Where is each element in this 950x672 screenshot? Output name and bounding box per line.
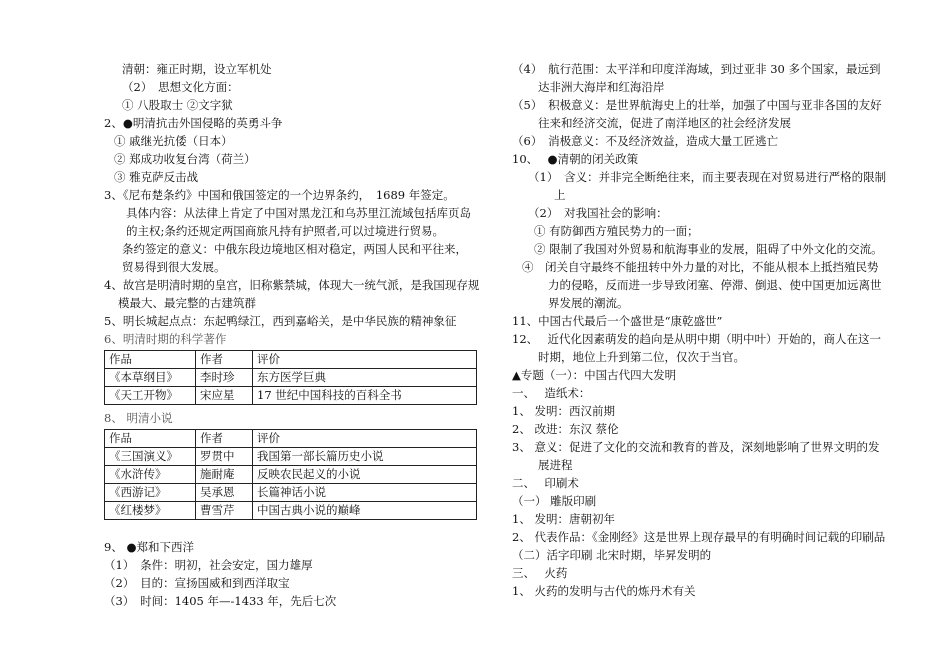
text-paragraph: （5） 积极意义：是世界航海史上的壮举，加强了中国与亚非各国的友好往来和经济交流，促进了南洋地区的社会经济发展 [512, 98, 882, 130]
text-paragraph: 具体内容：从法律上肯定了中国对黑龙江和乌苏里江流域包括库页岛的主权;条约还规定两国商旅凡持有护照者,可以过境进行贸易。 [126, 206, 471, 238]
table-row [105, 387, 477, 405]
table-cell: 曹雪芹 [196, 502, 253, 520]
table-header-cell: 作者 [196, 351, 253, 369]
table-cell: 长篇神话小说 [253, 484, 477, 502]
science-section-title: 6、明清时期的科学著作 [104, 332, 227, 346]
section-heading: 9、 ●郑和下西洋 [104, 540, 195, 554]
table-cell: 李时珍 [196, 369, 253, 387]
text-line: 一、 造纸术： [512, 386, 591, 400]
text-line: ① 戚继光抗倭（日本） [114, 134, 233, 148]
table-row [105, 466, 477, 484]
text-line: 三、 火药 [512, 566, 568, 580]
text-paragraph: ② 限制了我国对外贸易和航海事业的发展，阻碍了中外文化的交流。 [534, 242, 883, 256]
table-row [105, 448, 477, 466]
table-cell: 吴承恩 [196, 484, 253, 502]
science-table [104, 350, 477, 405]
section-heading: 10、 ●清朝的闭关政策 [512, 152, 639, 166]
table-cell: 《天工开物》 [105, 387, 196, 405]
text-paragraph: 条约签定的意义：中俄东段边境地区相对稳定，两国人民和平往来，贸易得到很大发展。 [122, 242, 467, 274]
text-paragraph: 12、 近代化因素萌发的趋向是从明中期（明中叶）开始的，商人在这一时期，地位上升到第二位，仅次于当官。 [512, 332, 882, 364]
text-line: （2） 目的：宣扬国威和到西洋取宝 [104, 576, 290, 590]
text-line: ③ 雅克萨反击战 [114, 170, 199, 184]
text-line: （二）活字印刷 北宋时期，毕昇发明的 [512, 548, 712, 562]
table-row [105, 502, 477, 520]
topic-heading: ▲专题（一）：中国古代四大发明 [512, 368, 677, 382]
table-row [105, 369, 477, 387]
table-header-row [105, 351, 477, 369]
table-cell: 《水浒传》 [105, 466, 196, 484]
text-paragraph: 2、 代表作品：《金刚经》这是世界上现存最早的有明确时间记载的印刷品 [512, 530, 886, 544]
table-header-cell: 作者 [196, 430, 253, 448]
text-line: （2） 思想文化方面： [122, 80, 239, 94]
text-line: ② 郑成功收复台湾（荷兰） [114, 152, 256, 166]
table-cell: 罗贯中 [196, 448, 253, 466]
table-header-cell: 评价 [253, 430, 477, 448]
table-cell: 施耐庵 [196, 466, 253, 484]
text-line: （6） 消极意义：不及经济效益，造成大量工匠逃亡 [512, 134, 779, 148]
left-column [104, 60, 480, 610]
right-column [512, 60, 887, 600]
table-cell: 17 世纪中国科技的百科全书 [253, 387, 477, 405]
table-row [105, 484, 477, 502]
text-paragraph: 3、 意义：促进了文化的交流和教育的普及，深刻地影响了世界文明的发展进程 [512, 440, 880, 472]
text-line: （一） 雕版印刷 [512, 494, 597, 508]
novel-table [104, 429, 477, 520]
text-line: 1、 火药的发明与古代的炼丹术有关 [512, 584, 696, 598]
table-header-cell: 作品 [105, 430, 196, 448]
table-cell: 《西游记》 [105, 484, 196, 502]
text-paragraph: （4） 航行范围：太平洋和印度洋海域，到过亚非 30 多个国家，最远到达非洲大海岸和红海沿岸 [512, 62, 881, 94]
text-line: 11、中国古代最后一个盛世是“康乾盛世” [512, 314, 723, 328]
table-cell: 《本草纲目》 [105, 369, 196, 387]
text-paragraph: ④ 闭关自守最终不能扭转中外力量的对比，不能从根本上抵挡殖民势力的侵略，反而进一步导致闭塞、停滞、倒退、使中国更加远离世界发展的潮流。 [522, 260, 882, 310]
table-cell: 中国古典小说的巅峰 [253, 502, 477, 520]
table-cell: 《红楼梦》 [105, 502, 196, 520]
table-header-cell: 作品 [105, 351, 196, 369]
text-line: 1、 发明：唐朝初年 [512, 512, 615, 526]
text-line: ① 八股取士 ②文字狱 [122, 98, 233, 112]
text-line: （2） 对我国社会的影响： [528, 206, 668, 220]
table-cell: 宋应星 [196, 387, 253, 405]
text-line: 1、 发明：西汉前期 [512, 404, 615, 418]
text-line: （3） 时间：1405 年—-1433 年，先后七次 [104, 594, 337, 608]
text-line: （1） 条件：明初，社会安定，国力雄厚 [104, 558, 313, 572]
text-line: 2、 改进：东汉 蔡伦 [512, 422, 619, 436]
table-cell: 我国第一部长篇历史小说 [253, 448, 477, 466]
text-line: 5、明长城起点点：东起鸭绿江，西到嘉峪关，是中华民族的精神象征 [104, 314, 457, 328]
text-line: 3、《尼布楚条约》中国和俄国签定的一个边界条约， 1689 年签定。 [104, 188, 455, 202]
table-header-row [105, 430, 477, 448]
text-paragraph: （1） 含义：并非完全断绝往来，而主要表现在对贸易进行严格的限制上 [528, 170, 887, 202]
table-cell: 东方医学巨典 [253, 369, 477, 387]
section-heading: 2、●明清抗击外国侵略的英勇斗争 [104, 116, 283, 130]
text-line: 二、 印刷术 [512, 476, 579, 490]
novel-section-title: 8、 明清小说 [104, 411, 173, 425]
text-paragraph: 4、故宫是明清时期的皇宫，旧称紫禁城，体现大一统气派，是我国现存规模最大、最完整的古建筑群 [104, 278, 480, 310]
table-header-cell: 评价 [253, 351, 477, 369]
table-cell: 《三国演义》 [105, 448, 196, 466]
table-cell: 反映农民起义的小说 [253, 466, 477, 484]
text-line: 清朝：雍正时期，设立军机处 [122, 62, 272, 76]
text-line: ① 有防御西方殖民势力的一面； [534, 224, 699, 238]
